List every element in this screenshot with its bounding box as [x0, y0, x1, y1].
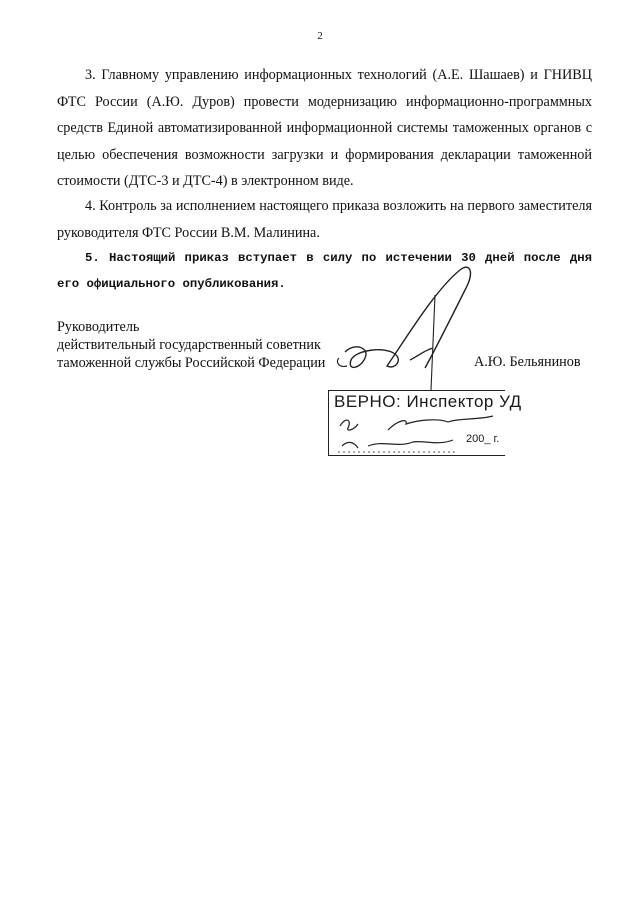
handwritten-signature — [325, 250, 505, 405]
page-number: 2 — [317, 30, 323, 42]
stamp-year: 200_ г. — [466, 433, 500, 445]
paragraph-4: 4. Контроль за исполнением настоящего приказа возложить на первого заместителя руководителя ФТС России В.М. Малинина. — [57, 198, 592, 241]
signature-block — [57, 318, 325, 372]
stamp-handwriting — [328, 390, 508, 458]
paragraph-3: 3. Главному управлению информационных технологий (А.Е. Шашаев) и ГНИВЦ ФТС России (А.Ю. Дуров) провести модернизацию информационно-программных средств Единой автоматизированной информационной системы таможенных органов с целью обеспечения возможности загрузки и формирования декларации таможенной стоимости (ДТС-3 и ДТС-4) в электронном виде. — [57, 67, 592, 189]
stamp-title: ВЕРНО: Инспектор УД — [334, 392, 522, 411]
signer-name: А.Ю. Бельянинов — [474, 354, 581, 370]
signer-position-line-2: действительный государственный советник — [57, 337, 321, 353]
certification-stamp — [328, 390, 522, 458]
signer-position-line-1: Руководитель — [57, 319, 140, 335]
paragraph-5: 5. Настоящий приказ вступает в силу по истечении 30 дней после дня его официального опубликования. — [57, 251, 592, 291]
signer-position-line-3: таможенной службы Российской Федерации — [57, 355, 326, 371]
